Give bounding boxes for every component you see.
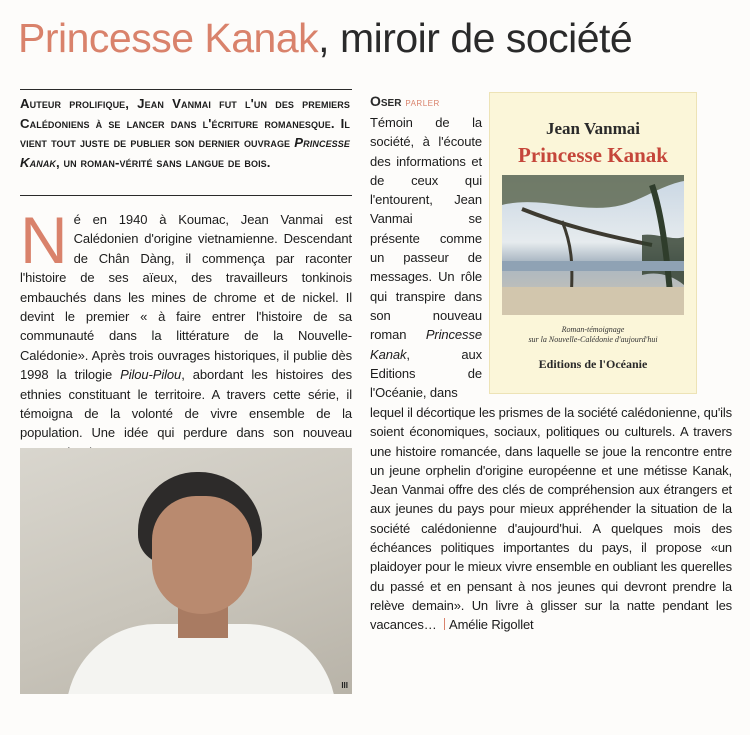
drop-cap: N [20, 203, 68, 277]
column-subheading: parler [405, 95, 440, 109]
body-paragraph-1: Né en 1940 à Koumac, Jean Vanmai est Calédonien d'origine vietnamienne. Descendant de Chân Dàng, il commença par raconter l'histoire de ses aïeux, des travailleurs tonkinois embauchés dans les mines de chrome et de nickel. Il devint le premier « à faire entrer l'histoire de sa communauté dans la littérature de la Nouvelle-Calédonie». Après trois ouvrages historiques, il publie dès 1998 la trilogie Pilou-Pilou, abordant les histoires des ethnies constituant le territoire. A travers cette série, il témoigna de la volonté de vivre ensemble de la population. Une idée qui perdure dans son nouveau [20, 203, 352, 441]
body-paragraph-3: lequel il décortique les prismes de la société calédonienne, qu'ils soient économiques, sociaux, politiques ou culturels. A travers une histoire romancée, dans laquelle se joue la rencontre entre un jeune orphelin d'origine européenne et une métisse Kanak, Jean Vanmai offre des clés de compréhension aux étrangers et aux jeunes du pays pour mieux appréhender la situation de la société calédonienne d'aujourd'hui. A quelques mois des échéances politiques importantes du pays, il propose «un plaidoyer pour le mieux vivre ensemble en oubliant les querelles du passé et en pensant à nos jeunes qui devront prendre la relève demain». Un livre à glisser sur la natte pendant les vacances… Amélie Rigollet [370, 405, 732, 633]
book-publisher: Editions de l'Océanie [538, 357, 648, 371]
book-author: Jean Vanmai [546, 119, 640, 138]
lead-top-rule [20, 89, 352, 90]
headline [18, 12, 738, 64]
column-heading: Oser parler [370, 93, 440, 109]
book-cover [489, 92, 697, 394]
book-title: Princesse Kanak [518, 143, 668, 167]
lead-book-title: Princesse Kanak [20, 135, 350, 170]
tree-illustration [502, 175, 684, 315]
headline-rest: , miroir de société [318, 15, 633, 61]
book-tagline: Roman-témoignage sur la Nouvelle-Calédonie d'aujourd'hui [528, 325, 658, 344]
signature: Amélie Rigollet [449, 617, 534, 633]
book-title-inline: Princesse Kanak [370, 327, 482, 362]
lead-bottom-rule [20, 195, 352, 196]
cover-illustration [502, 175, 684, 315]
series-title: Pilou-Pilou [120, 367, 182, 383]
author-photo [20, 448, 352, 694]
headline-accent: Princesse Kanak [18, 15, 319, 61]
signature-bar [444, 618, 445, 630]
photo-credit: III [341, 681, 348, 690]
lead-paragraph: Auteur prolifique, Jean Vanmai fut l'un des premiers Calédoniens à se lancer dans l'écriture romanesque. Il vient tout juste de publier son dernier ouvrage Princesse Kanak, un roman-vérité sans langue de bois. [20, 96, 350, 170]
body-paragraph-2: Témoin de la société, à l'écoute des informations et de ceux qui l'entourent, Jean Vanmai se présente comme un passeur de messages. Un rôle qui transpire dans son nouveau roman Princesse Kanak, aux Editions de l'Océanie, dans [370, 115, 482, 401]
